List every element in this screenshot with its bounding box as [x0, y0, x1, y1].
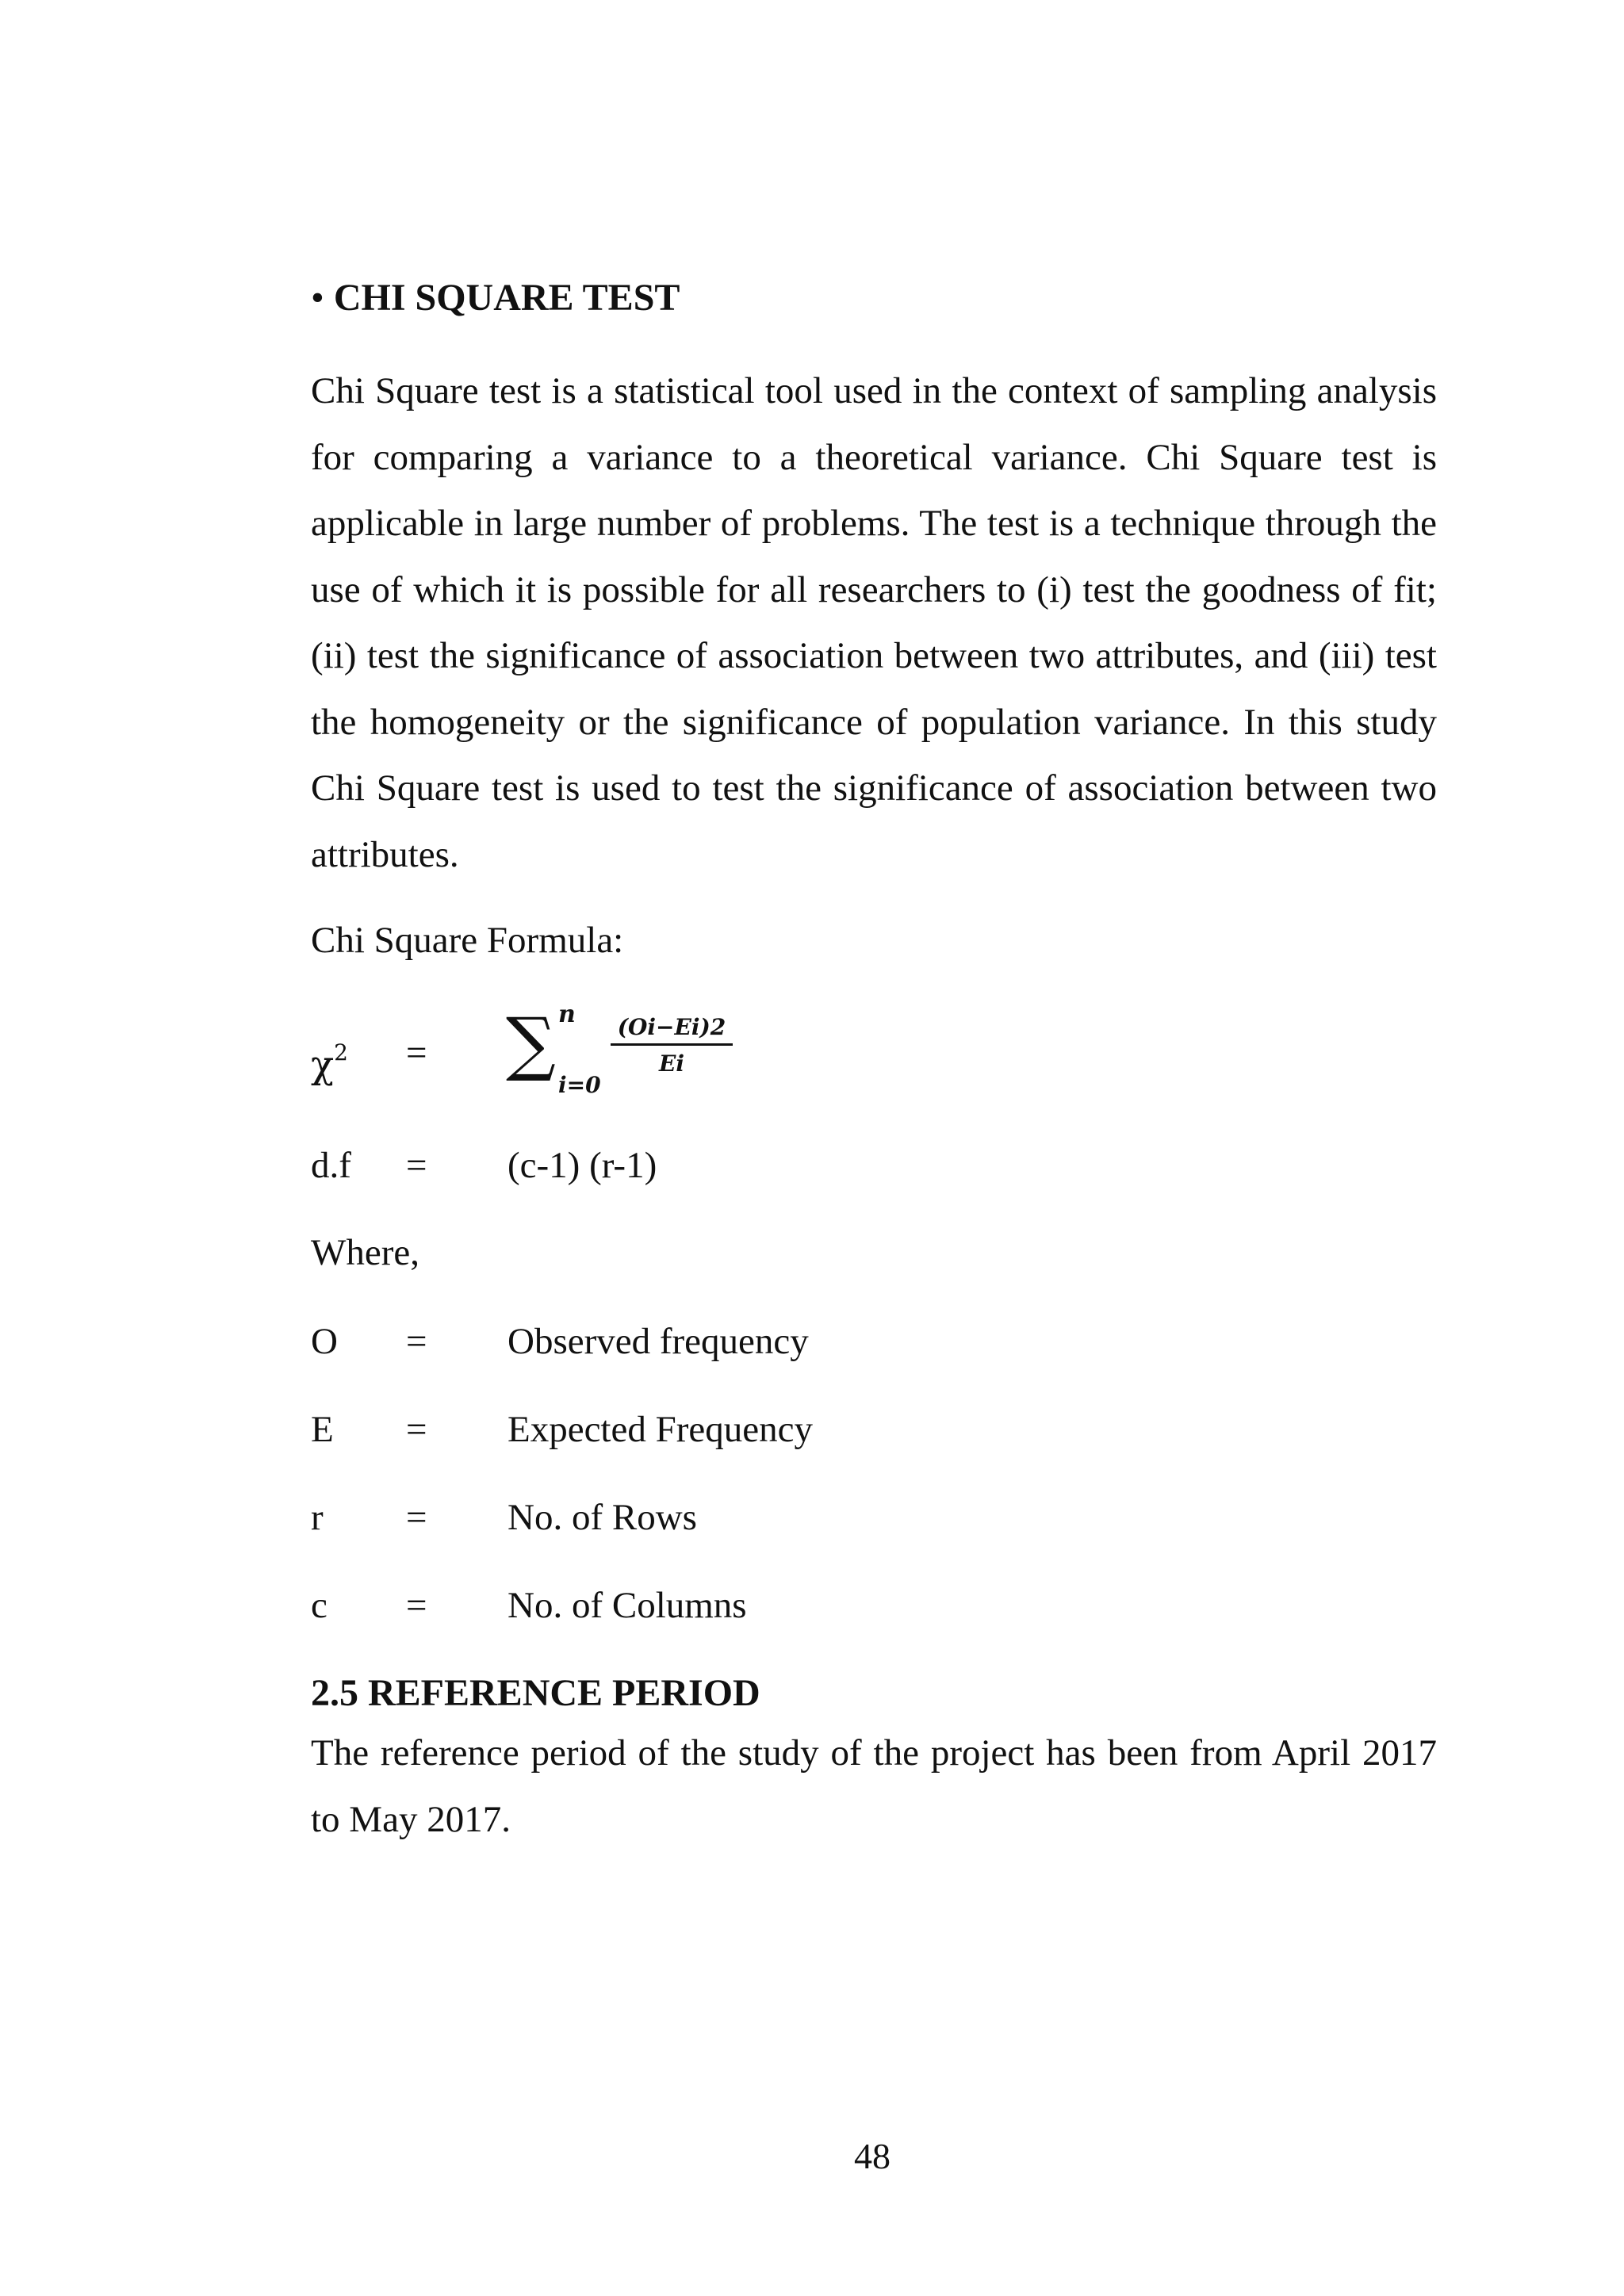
- chi-square-heading-text: CHI SQUARE TEST: [333, 277, 680, 319]
- definition-equals: =: [406, 1497, 427, 1538]
- page-number: 48: [854, 2136, 891, 2176]
- definition-symbol: r: [311, 1497, 324, 1538]
- fraction: [611, 1013, 733, 1077]
- summation-lower-limit: i=0: [558, 1072, 601, 1098]
- definition-symbol: E: [311, 1409, 334, 1450]
- summation-upper-limit: n: [558, 1001, 576, 1028]
- chi-square-heading: [311, 274, 680, 322]
- reference-period-heading: 2.5 REFERENCE PERIOD: [311, 1672, 760, 1714]
- definition-equals: =: [406, 1321, 427, 1362]
- definition-symbol: c: [311, 1585, 327, 1626]
- summation-expression: [506, 1001, 744, 1112]
- df-label: d.f: [311, 1145, 351, 1186]
- sigma-symbol: ∑: [506, 1002, 556, 1084]
- definition-equals: =: [406, 1409, 427, 1450]
- where-label: Where,: [311, 1232, 419, 1273]
- formula-label: Chi Square Formula:: [311, 920, 624, 961]
- definition-equals: =: [406, 1585, 427, 1626]
- reference-period-text: The reference period of the study of the project has been from April 2017 to May 2017.: [311, 1732, 1437, 1840]
- formula-equals: =: [406, 1032, 427, 1073]
- bullet-glyph: •: [311, 277, 324, 319]
- definition-meaning: Observed frequency: [508, 1321, 809, 1362]
- definition-symbol: O: [311, 1321, 338, 1362]
- definition-meaning: Expected Frequency: [508, 1409, 813, 1450]
- definition-meaning: No. of Rows: [508, 1497, 697, 1538]
- df-value: (c-1) (r-1): [508, 1145, 657, 1186]
- chi-square-description: Chi Square test is a statistical tool used in the context of sampling analysis for comparing a variance to a theoretical variance. Chi Square test is applicable in large number of problems. The test is a technique through the use of which it is possible for all researchers to (i) test the goodness of fit; (ii) test the significance of association between two attributes, and (iii) test the homogeneity or the significance of population variance. In this study Chi Square test is used to test the significance of association between two attributes.: [311, 370, 1437, 875]
- df-equals: =: [406, 1145, 427, 1186]
- fraction-numerator: (Oi−Ei)2: [617, 1014, 726, 1040]
- definition-meaning: No. of Columns: [508, 1585, 747, 1626]
- fraction-bar: [611, 1043, 733, 1046]
- fraction-denominator: Ei: [659, 1050, 684, 1077]
- chi-exponent: 2: [334, 1039, 348, 1066]
- chi-symbol: $\chi^2$: [311, 1039, 348, 1087]
